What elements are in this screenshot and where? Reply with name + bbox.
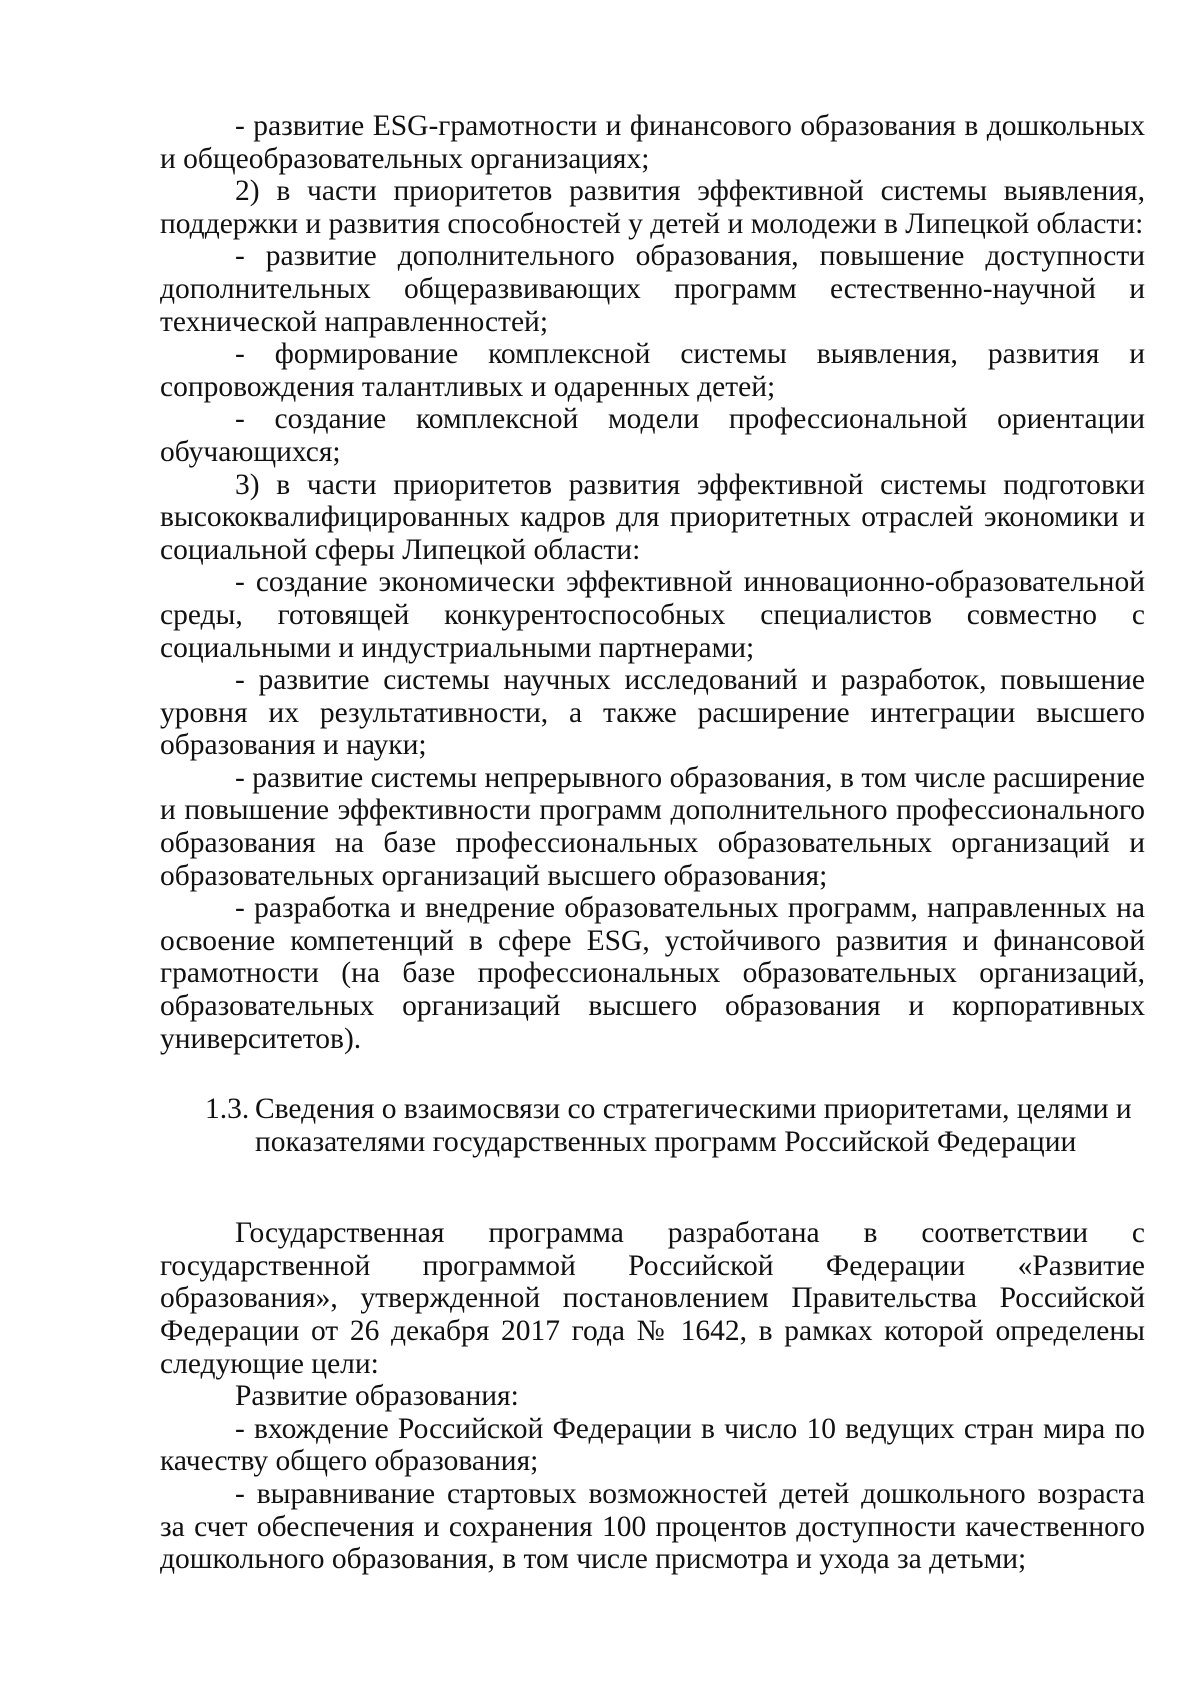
section-heading-line-2: показателями государственных программ Российской Федерации	[255, 1126, 1077, 1159]
paragraph-priority-3: 3) в части приоритетов развития эффективной системы подготовки высококвалифицированных кадров для приоритетных отраслей экономики и социальной сферы Липецкой области:	[160, 468, 1145, 566]
paragraph-preschool-access: - выравнивание стартовых возможностей детей дошкольного возраста за счет обеспечения и сохранения 100 процентов доступности качественного дошкольного образования, в том числе присмотра и ухода за детьми;	[160, 1477, 1145, 1576]
paragraph-additional-education: - развитие дополнительного образования, повышение доступности дополнительных общеразвивающих программ естественно-научной и технической направленностей;	[160, 240, 1145, 338]
paragraph-top-10-countries: - вхождение Российской Федерации в число 10 ведущих стран мира по качеству общего образования;	[160, 1412, 1145, 1478]
section-heading	[160, 1093, 1145, 1159]
paragraph-education-development: Развитие образования:	[235, 1380, 519, 1413]
paragraph-innovation-environment: - создание экономически эффективной инновационно-образовательной среды, готовящей конкурентоспособных специалистов совместно с социальными и индустриальными партнерами;	[160, 566, 1145, 664]
paragraph-esg-programs: - разработка и внедрение образовательных программ, направленных на освоение компетенций в сфере ESG, устойчивого развития и финансовой грамотности (на базе профессиональных образовательных организаций, образовательных организаций высшего образования и корпоративных университетов).	[160, 892, 1145, 1055]
section-heading-line-1: Сведения о взаимосвязи со стратегическими приоритетами, целями и	[255, 1093, 1132, 1126]
paragraph-career-guidance: - создание комплексной модели профессиональной ориентации обучающихся;	[160, 403, 1145, 468]
section-number: 1.3.	[205, 1093, 250, 1126]
paragraph-talented-children: - формирование комплексной системы выявления, развития и сопровождения талантливых и одаренных детей;	[160, 338, 1145, 403]
document-body	[160, 110, 1145, 1576]
paragraph-research-system: - развитие системы научных исследований и разработок, повышение уровня их результативности, а также расширение интеграции высшего образования и науки;	[160, 664, 1145, 762]
paragraph-state-program: Государственная программа разработана в соответствии с государственной программой Российской Федерации «Развитие образования», утвержденной постановлением Правительства Российской Федерации от 26 декабря 2017 года № 1642, в рамках которой определены следующие цели:	[160, 1217, 1145, 1380]
paragraph-continuous-education: - развитие системы непрерывного образования, в том числе расширение и повышение эффективности программ дополнительного профессионального образования на базе профессиональных образовательных организаций и образовательных организаций высшего образования;	[160, 761, 1145, 892]
paragraph-esg-literacy: - развитие ESG-грамотности и финансового образования в дошкольных и общеобразовательных организациях;	[160, 110, 1145, 175]
paragraph-priority-2: 2) в части приоритетов развития эффективной системы выявления, поддержки и развития способностей у детей и молодежи в Липецкой области:	[160, 175, 1145, 240]
